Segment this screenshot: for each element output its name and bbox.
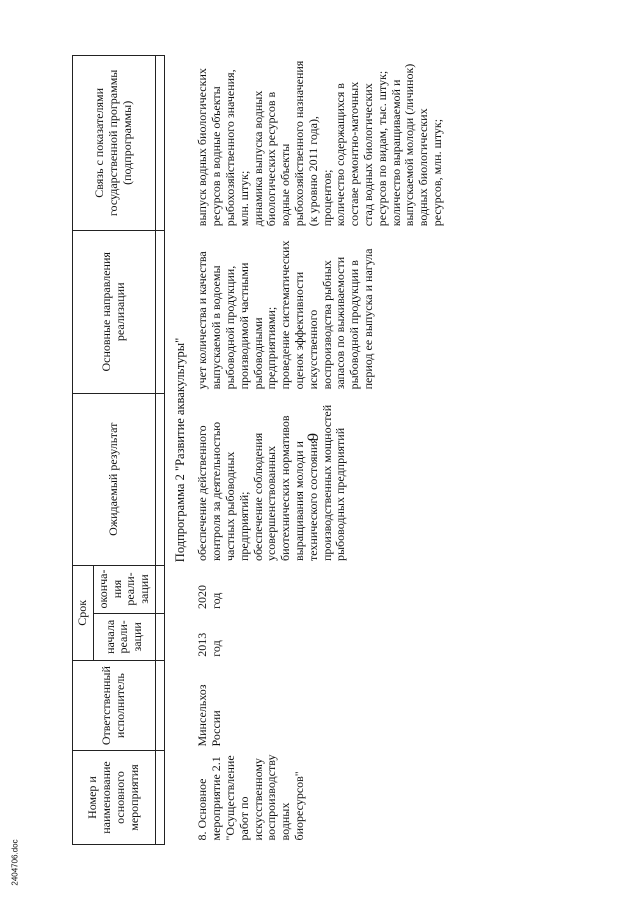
subprogram-title: Подпрограмма 2 "Развитие аквакультуры" bbox=[172, 337, 187, 563]
page-number: 9 bbox=[305, 433, 322, 441]
rotated-table-container bbox=[72, 55, 542, 845]
end-cell: 2020 год bbox=[195, 585, 224, 610]
result-cell: обеспечение действенного контроля за деятельностью частных рыбоводных предприятий; обеспечение соблюдения усовершенствованных биотехнических нормативов выращивания молоди и технического состояния производственных мощностей рыбоводных предприятий bbox=[195, 404, 348, 562]
row-number: 8. bbox=[195, 831, 210, 841]
header-result: Ожидаемый результат bbox=[73, 393, 156, 565]
document-id: 2404706.doc bbox=[10, 839, 20, 886]
header-term: Срок bbox=[73, 565, 94, 661]
header-directions: Основные направления реализации bbox=[73, 230, 156, 393]
header-executor: Ответственный исполнитель bbox=[73, 661, 156, 751]
column-number-row bbox=[155, 56, 164, 845]
measures-table bbox=[72, 55, 448, 845]
header-end: оконча- ния реали- зации bbox=[93, 565, 155, 613]
directions-cell: учет количества и качества выпускаемой в водоемы рыбоводной продукции, производимой частными рыбоводными предприятиями; проведение систематических оценок эффективности искусственного воспроизводства рыбных запасов по выживаемости рыбоводной продукции в период ее выпуска и нагула bbox=[195, 240, 375, 390]
executor-cell: Минсельхоз России bbox=[195, 684, 224, 747]
header-number-name: Номер и наименование основного мероприятия bbox=[73, 751, 156, 845]
measure-name: Основное мероприятие 2.1 "Осуществление работ по искусственному воспроизводству водных биоресурсов" bbox=[195, 754, 306, 841]
header-start: начала реали- зации bbox=[93, 613, 155, 661]
link-cell: выпуск водных биологических ресурсов в водные объекты рыбохозяйственного значения, млн. штук; динамика выпуска водных биологических ресурсов в водные объекты рыбохозяйственного назначения (к уровню 2011 года), процентов; количество содержащихся в составе ремонтно-маточных стад водных биологических ресурсов по видам, тыс. штук; количество выращиваемой и выпускаемой молоди (личинок) водных биологических ресурсов, млн. штук; bbox=[195, 60, 444, 227]
subprogram-row bbox=[164, 56, 193, 845]
measure-cell bbox=[193, 751, 447, 845]
header-link: Связь с показателями государственной программы (подпрограммы) bbox=[73, 56, 156, 231]
table-row bbox=[193, 56, 447, 845]
start-cell: 2013 год bbox=[195, 632, 224, 657]
